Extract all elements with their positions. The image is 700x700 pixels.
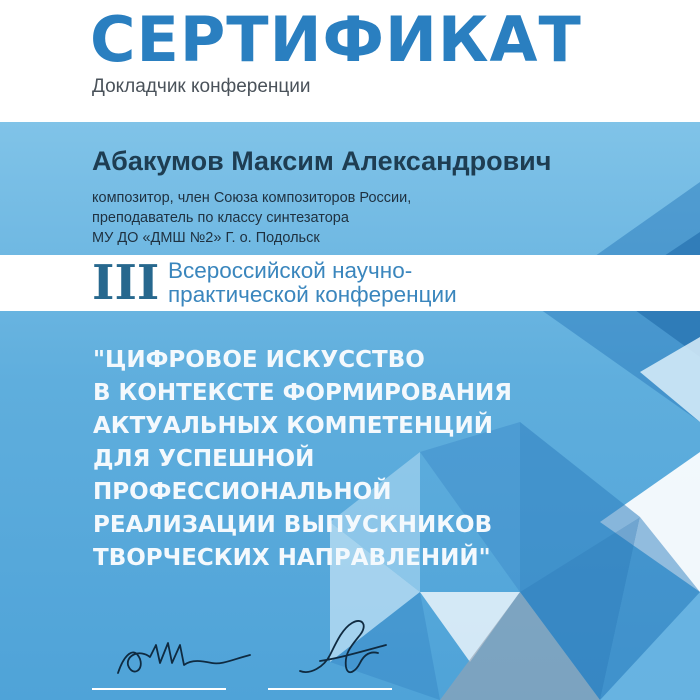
topic-line: ДЛЯ УСПЕШНОЙ: [93, 446, 315, 472]
recipient-role-line: композитор, член Союза композиторов России,: [92, 190, 412, 206]
recipient-role: [92, 188, 411, 248]
recipient-name: Абакумов Максим Александрович: [92, 146, 552, 176]
topic-line: ТВОРЧЕСКИХ НАПРАВЛЕНИЙ": [93, 545, 491, 571]
certificate-body-panel: [0, 122, 700, 700]
topic-line: АКТУАЛЬНЫХ КОМПЕТЕНЦИЙ: [93, 413, 493, 439]
certificate-title: СЕРТИФИКАТ: [90, 3, 582, 76]
conference-band: [0, 255, 700, 311]
conference-name-line: практической конференции: [168, 282, 457, 307]
topic-line: РЕАЛИЗАЦИИ ВЫПУСКНИКОВ: [93, 512, 493, 538]
conference-topic: [93, 344, 512, 575]
recipient-role-line: преподаватель по классу синтезатора: [92, 210, 349, 226]
conference-name: [168, 259, 457, 307]
conference-number: III: [92, 255, 160, 311]
signature-right: [290, 615, 400, 685]
signature-line-right: [268, 688, 392, 690]
conference-name-line: Всероссийской научно-: [168, 258, 413, 283]
signature-left: [110, 615, 260, 685]
recipient-role-line: МУ ДО «ДМШ №2» Г. о. Подольск: [92, 230, 320, 246]
certificate-subtitle: Докладчик конференции: [92, 76, 311, 97]
topic-line: "ЦИФРОВОЕ ИСКУССТВО: [93, 347, 425, 373]
certificate-header: [0, 0, 700, 122]
signature-line-left: [92, 688, 226, 690]
topic-line: В КОНТЕКСТЕ ФОРМИРОВАНИЯ: [93, 380, 512, 406]
topic-line: ПРОФЕССИОНАЛЬНОЙ: [93, 479, 392, 505]
